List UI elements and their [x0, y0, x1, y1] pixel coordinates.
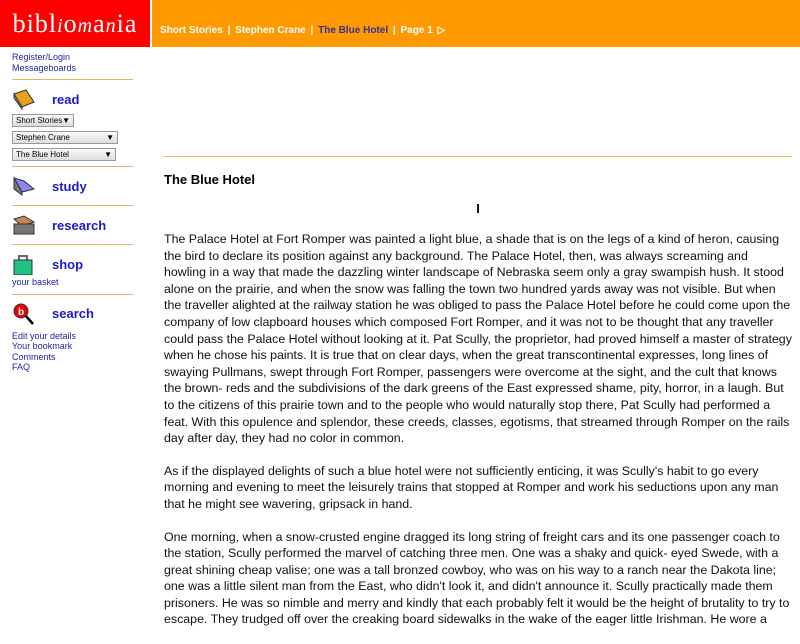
research-label: research	[52, 217, 107, 233]
edit-details-link[interactable]: Edit your details	[12, 330, 77, 341]
divider	[12, 166, 133, 167]
breadcrumb-short-stories[interactable]: Short Stories	[160, 25, 223, 36]
divider	[12, 294, 133, 295]
book-open-icon	[12, 175, 36, 197]
magnifier-icon	[12, 303, 36, 325]
sidebar-research[interactable]	[12, 212, 133, 238]
divider	[12, 79, 133, 80]
breadcrumb-page[interactable]: Page 1	[400, 25, 433, 36]
sidebar	[12, 52, 133, 373]
breadcrumb-stephen-crane[interactable]: Stephen Crane	[235, 25, 306, 36]
divider	[12, 205, 133, 206]
bookmark-link[interactable]: Your bookmark	[12, 341, 73, 351]
your-basket-link[interactable]: your basket	[12, 277, 59, 287]
header	[0, 0, 800, 47]
shop-label: shop	[52, 256, 84, 272]
divider	[12, 244, 133, 245]
sidebar-read[interactable]	[12, 86, 133, 112]
breadcrumb-the-blue-hotel[interactable]: The Blue Hotel	[318, 25, 389, 36]
sidebar-study[interactable]	[12, 173, 133, 199]
read-label: read	[52, 91, 80, 107]
messageboards-link[interactable]: Messageboards	[12, 62, 77, 73]
paragraph: As if the displayed delights of such a blue hotel were not sufficiently enticing, it was Scully's habit to go every morning and evening to meet the leisurely trains that stopped at Romper and work his seductions upon any man that he might see wavering, gripsack in hand.	[164, 463, 779, 511]
separator: |	[392, 25, 396, 36]
paragraph: One morning, when a snow-crusted engine dragged its long string of freight cars and its one passenger coach to the station, Scully performed the marvel of catching three men. One was a shaky and quick- eyed Swede, with a great shining cheap valise; one was a tall bronzed cowboy, who was on his way to a ranch near the Dakota line; one was a little silent man from the East, who didn't look it, and didn't announce it. Scully practically made them prisoners. He was so nimble and merry and kindly that each probably felt it would be the height of brutality to try to escape. They trudged off over the creaking board sidewalks in the wake of the eager little Irishman. He wore a	[164, 529, 790, 627]
logo[interactable]: bibliomania	[0, 0, 150, 47]
books-icon	[12, 214, 36, 236]
story-text	[164, 231, 792, 644]
sidebar-search[interactable]	[12, 301, 133, 327]
chevron-down-icon: ▼	[106, 133, 114, 142]
category-select[interactable]	[12, 114, 74, 127]
paragraph: The Palace Hotel at Fort Romper was painted a light blue, a shade that is on the legs of a kind of heron, causing the bird to declare its position against any background. The Palace Hotel, then, was always screaming and howling in a way that made the dazzling winter landscape of Nebraska seem only a gray swampish hush. It stood alone on the prairie, and when the snow was falling the town two hundred yards away was not visible. But when the traveller alighted at the railway station he was obliged to pass the Palace Hotel before he could come upon the company of low clapboard houses which composed Fort Romper, and it was not to be thought that any traveller could pass the Palace Hotel without looking at it. Pat Scully, the proprietor, had proved himself a master of strategy when he chose his paints. It is true that on clear days, when the great transcontinental expresses, long lines of swaying Pullmans, swept through Fort Romper, passengers were overcome at the sight, and the cult that knows the brown- reds and the subdivisions of the dark greens of the East expressed shame, pity, horror, in a laugh. But to the citizens of this prairie town and to the people who would naturally stop there, Pat Scully had performed a feat. With this opulence and splendor, these creeds, classes, egotisms, that streamed through Romper on the rails day after day, they had no color in common.	[164, 232, 792, 446]
svg-text:b: b	[18, 306, 25, 318]
title-select[interactable]	[12, 148, 116, 161]
chevron-down-icon: ▼	[104, 150, 112, 159]
comments-link[interactable]: Comments	[12, 351, 56, 362]
shopping-bag-icon	[12, 253, 36, 275]
sidebar-shop[interactable]	[12, 251, 133, 277]
select-value: Short Stories	[16, 116, 63, 125]
search-label: search	[52, 306, 94, 321]
faq-link[interactable]: FAQ	[12, 362, 31, 372]
chevron-down-icon: ▼	[62, 116, 70, 125]
study-label: study	[52, 178, 87, 194]
next-page-icon[interactable]: ▷	[437, 25, 446, 36]
breadcrumb	[160, 25, 447, 36]
select-value: Stephen Crane	[16, 133, 70, 142]
page-title: The Blue Hotel	[164, 172, 256, 187]
author-select[interactable]	[12, 131, 118, 144]
separator: |	[227, 25, 231, 36]
chapter-heading: I	[476, 201, 480, 216]
divider	[164, 156, 792, 157]
select-value: The Blue Hotel	[16, 150, 69, 159]
header-bar	[152, 0, 800, 47]
book-icon	[12, 88, 36, 110]
separator: |	[310, 25, 314, 36]
register-login-link[interactable]: Register/Login	[12, 52, 71, 62]
